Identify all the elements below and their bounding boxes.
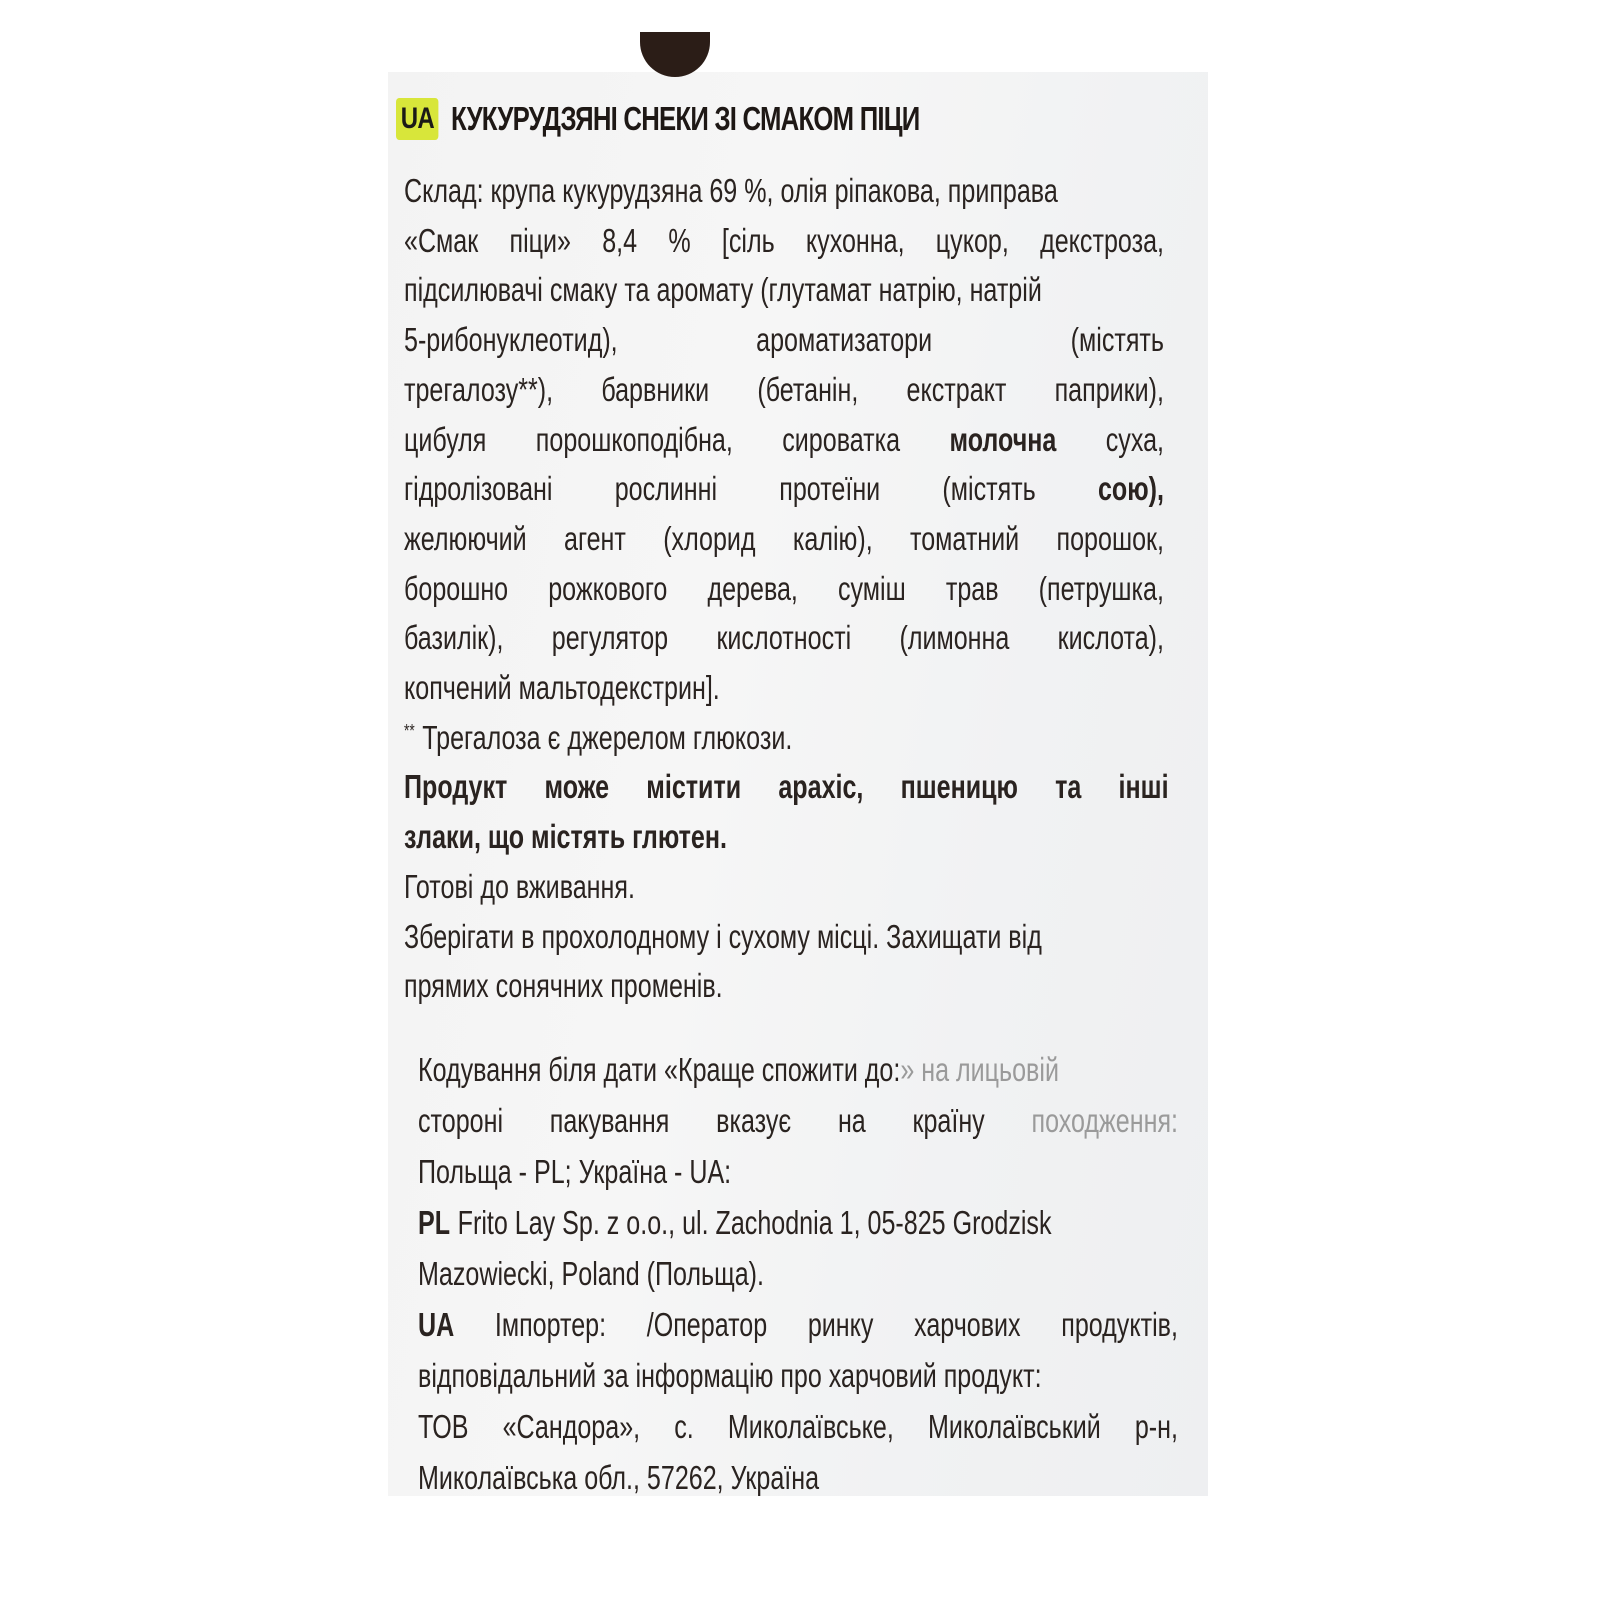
text: порошкоподібна, — [535, 420, 733, 458]
text: дерева, — [707, 569, 798, 607]
text: кислотності — [716, 619, 852, 657]
text: (хлорид — [663, 519, 756, 557]
text: може — [544, 768, 610, 806]
text: арахіс, — [778, 768, 864, 806]
text: калію), — [792, 519, 873, 557]
text: Продукт — [404, 768, 508, 806]
text: барвники — [601, 370, 710, 408]
text: Миколаївська обл., 57262, Україна — [418, 1459, 820, 1496]
manufacturer-line2 — [418, 1248, 1178, 1299]
country-badge: UA — [396, 98, 439, 140]
text: паприки), — [1054, 370, 1164, 408]
ingredients-line — [404, 564, 1164, 614]
importer-line2 — [418, 1350, 1178, 1401]
text: екстракт — [906, 370, 1007, 408]
origin-coding-line — [418, 1095, 1178, 1146]
text: Польща - PL; Україна - UA: — [418, 1153, 732, 1190]
text: томатний — [910, 519, 1020, 557]
text: Mazowiecki, Poland (Польща). — [418, 1255, 764, 1292]
text: та — [1055, 768, 1082, 806]
allergen-warning-line2 — [404, 812, 1164, 862]
text: протеїни — [779, 470, 881, 508]
text: вказує — [716, 1102, 792, 1139]
text: » на лицьовій — [900, 1051, 1059, 1088]
ingredients-line — [404, 216, 1164, 266]
text: ринку — [807, 1306, 874, 1343]
origin-and-importer-block — [418, 1044, 1178, 1503]
text: походження: — [1031, 1102, 1178, 1139]
text: рожкового — [548, 569, 668, 607]
text: рослинні — [614, 470, 718, 508]
decorative-circle — [640, 32, 710, 77]
ingredients-line — [404, 415, 1164, 465]
usage-note — [404, 862, 1164, 912]
manufacturer-line — [418, 1197, 1178, 1248]
text: сироватка — [782, 420, 901, 458]
text: (містять — [1070, 321, 1164, 359]
text: Миколаївське, — [727, 1408, 894, 1445]
text: кухонна, — [805, 221, 905, 259]
text: базилік), — [404, 619, 504, 657]
text: порошок, — [1056, 519, 1164, 557]
text: 8,4 — [602, 221, 638, 259]
text: Готові до вживання. — [404, 867, 635, 905]
ingredients-block — [404, 166, 1169, 1011]
importer-line3 — [418, 1401, 1178, 1452]
text: гідролізовані — [404, 470, 553, 508]
ingredients-line — [404, 365, 1164, 415]
text: кислота), — [1057, 619, 1164, 657]
text: суха, — [1105, 420, 1164, 458]
product-label — [388, 72, 1208, 1496]
ingredients-line — [404, 166, 1164, 216]
text: піци» — [509, 221, 571, 259]
text: стороні — [418, 1102, 504, 1139]
text: (петрушка, — [1038, 569, 1164, 607]
manufacturer-address: Frito Lay Sp. z o.o., ul. Zachodnia 1, 05-825 Grodzisk — [457, 1204, 1052, 1241]
text: цибуля — [404, 420, 487, 458]
text: Миколаївський — [927, 1408, 1101, 1445]
ingredients-line — [404, 464, 1164, 514]
allergen-soy: сою), — [1097, 470, 1164, 508]
text: продуктів, — [1061, 1306, 1178, 1343]
text: (бетанін, — [757, 370, 859, 408]
ingredients-line — [404, 613, 1164, 663]
text: ТОВ — [418, 1408, 469, 1445]
text: декстроза, — [1040, 221, 1164, 259]
origin-coding-line — [418, 1044, 1178, 1095]
text: [сіль — [721, 221, 775, 259]
text: «Смак — [404, 221, 479, 259]
importer-line — [418, 1299, 1178, 1350]
text: підсилювачі смаку та аромату (глутамат натрію, натрій — [404, 271, 1042, 309]
importer-line4 — [418, 1452, 1178, 1503]
storage-note — [404, 912, 1164, 962]
text: трегалозу**), — [404, 370, 554, 408]
text: 5-рибонуклеотид), — [404, 321, 618, 359]
text: Склад: крупа кукурудзяна 69 %, олія ріпакова, приправа — [404, 172, 1058, 209]
text: /Оператор — [646, 1306, 768, 1343]
ingredients-line — [404, 265, 1164, 315]
text: пакування — [549, 1102, 670, 1139]
allergen-warning — [404, 762, 1169, 812]
text: агент — [564, 519, 626, 557]
manufacturer-country-code: PL — [418, 1204, 451, 1241]
footnote-text: Трегалоза є джерелом глюкози. — [422, 718, 793, 756]
text: р-н, — [1134, 1408, 1178, 1445]
ingredients-line — [404, 315, 1164, 365]
text: пшеницю — [900, 768, 1018, 806]
text: трав — [945, 569, 999, 607]
allergen-milk: молочна — [949, 420, 1057, 458]
text: прямих сонячних променів. — [404, 967, 723, 1005]
text: Кодування біля дати «Краще спожити до: — [418, 1051, 901, 1088]
storage-note-line2 — [404, 961, 1164, 1011]
text: країну — [912, 1102, 985, 1139]
text: регулятор — [551, 619, 669, 657]
text: інші — [1118, 768, 1169, 806]
text: желюючий — [404, 519, 527, 557]
text: суміш — [838, 569, 906, 607]
text: відповідальний за інформацію про харчовий продукт: — [418, 1357, 1042, 1394]
text: харчових — [914, 1306, 1021, 1343]
origin-coding-line — [418, 1146, 1178, 1197]
text: борошно — [404, 569, 509, 607]
text: цукор, — [935, 221, 1009, 259]
product-title: КУКУРУДЗЯНІ СНЕКИ ЗІ СМАКОМ ПІЦИ — [451, 100, 920, 137]
text: % — [668, 221, 691, 259]
text: «Сандора», — [502, 1408, 641, 1445]
text: злаки, що містять глютен. — [404, 818, 727, 856]
text: ароматизатори — [756, 321, 933, 359]
ingredients-line — [404, 663, 1164, 713]
text: на — [837, 1102, 866, 1139]
text: Зберігати в прохолодному і сухому місці. Захищати від — [404, 917, 1042, 955]
text: Імпортер: — [494, 1306, 607, 1343]
label-header — [396, 98, 1052, 140]
importer-country-code: UA — [418, 1306, 455, 1343]
text: с. — [674, 1408, 694, 1445]
footnote — [404, 713, 1164, 763]
ingredients-line — [404, 514, 1164, 564]
footnote-mark: ** — [404, 720, 415, 741]
text: копчений мальтодекстрин]. — [404, 669, 720, 707]
text: (лимонна — [899, 619, 1010, 657]
text: містити — [646, 768, 742, 806]
text: (містять — [942, 470, 1036, 508]
